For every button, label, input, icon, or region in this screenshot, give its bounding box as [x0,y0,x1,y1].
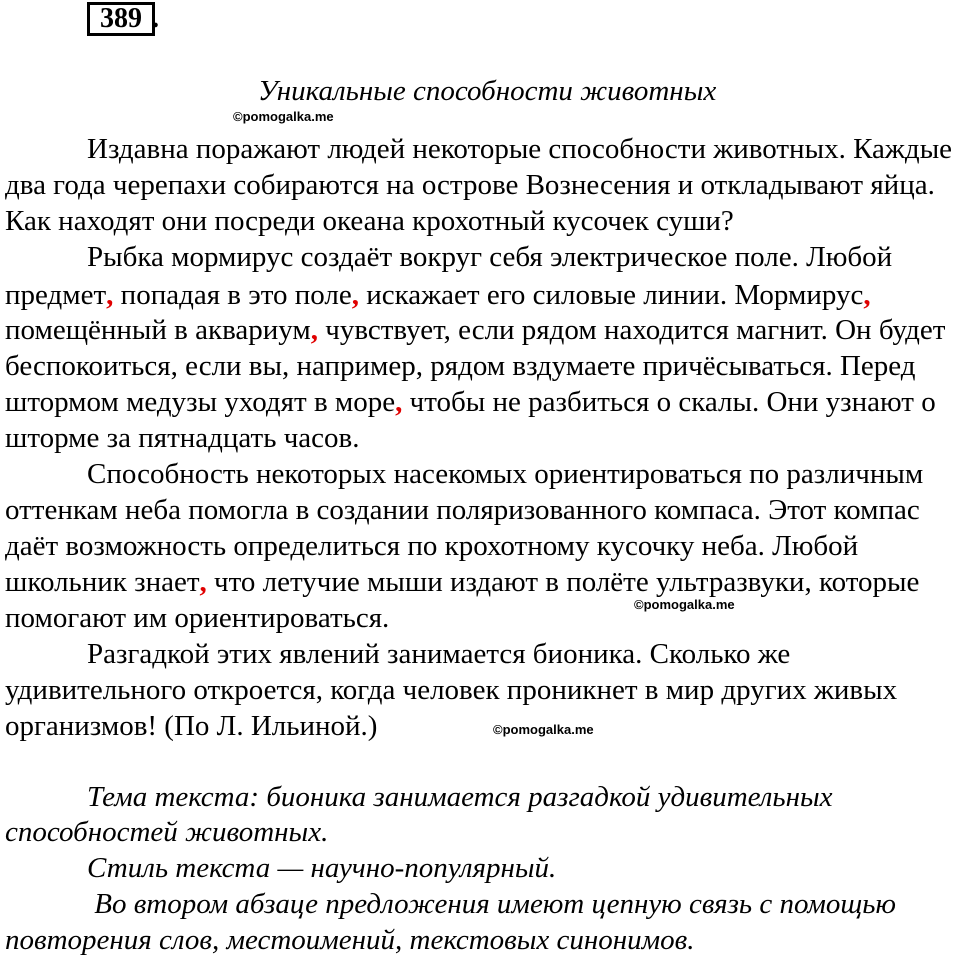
analysis-line: Тема текста: бионика занимается разгадкой удивительных [87,781,833,813]
text-line: предмет, попадая в это поле, искажает его силовые линии. Мормирус, [5,279,871,311]
analysis-line: Стиль текста — научно-популярный. [87,852,557,884]
watermark: ©pomogalka.me [634,597,735,612]
text-line: шторме за пятнадцать часов. [5,422,360,454]
text-line: беспокоиться, если вы, например, рядом вздумаете причёсываться. Перед [5,350,916,382]
highlighted-comma: , [863,279,871,311]
exercise-number-dot: . [152,3,159,34]
watermark: ©pomogalka.me [493,722,594,737]
text-line: школьник знает, что летучие мыши издают в полёте ультразвуки, которые [5,566,920,598]
watermark: ©pomogalka.me [233,109,334,124]
highlighted-comma: , [395,386,403,418]
highlighted-comma: , [199,566,207,598]
exercise-number-box [87,2,155,36]
text-line: Способность некоторых насекомых ориентироваться по различным [87,458,924,490]
analysis-line: способностей животных. [5,816,329,848]
text-line: штормом медузы уходят в море, чтобы не разбиться о скалы. Они узнают о [5,386,936,418]
text-line: даёт возможность определиться по крохотному кусочку неба. Любой [5,530,859,562]
exercise-number: 389 [100,3,142,34]
text-line: два года черепахи собираются на острове Вознесения и откладывают яйца. [5,169,935,201]
highlighted-comma: , [310,314,319,346]
text-line: оттенкам неба помогла в создании поляризованного компаса. Этот компас [5,494,920,526]
text-line: Издавна поражают людей некоторые способности животных. Каждые [87,133,953,165]
highlighted-comma: , [106,279,114,311]
text-line: организмов! (По Л. Ильиной.) [5,710,378,742]
highlighted-comma: , [351,279,359,311]
text-line: Разгадкой этих явлений занимается бионика. Сколько же [87,638,791,670]
text-title: Уникальные способности животных [258,75,717,107]
analysis-line: повторения слов, местоимений, текстовых синонимов. [5,924,695,956]
text-line: помогают им ориентироваться. [5,602,390,634]
analysis-line: Во втором абзаце предложения имеют цепную связь с помощью [87,888,896,920]
text-line: помещённый в аквариум, чувствует, если рядом находится магнит. Он будет [5,314,946,346]
text-line: удивительного откроется, когда человек проникнет в мир других живых [5,674,898,706]
text-line: Рыбка мормирус создаёт вокруг себя электрическое поле. Любой [87,241,893,273]
text-line: Как находят они посреди океана крохотный кусочек суши? [5,205,734,237]
